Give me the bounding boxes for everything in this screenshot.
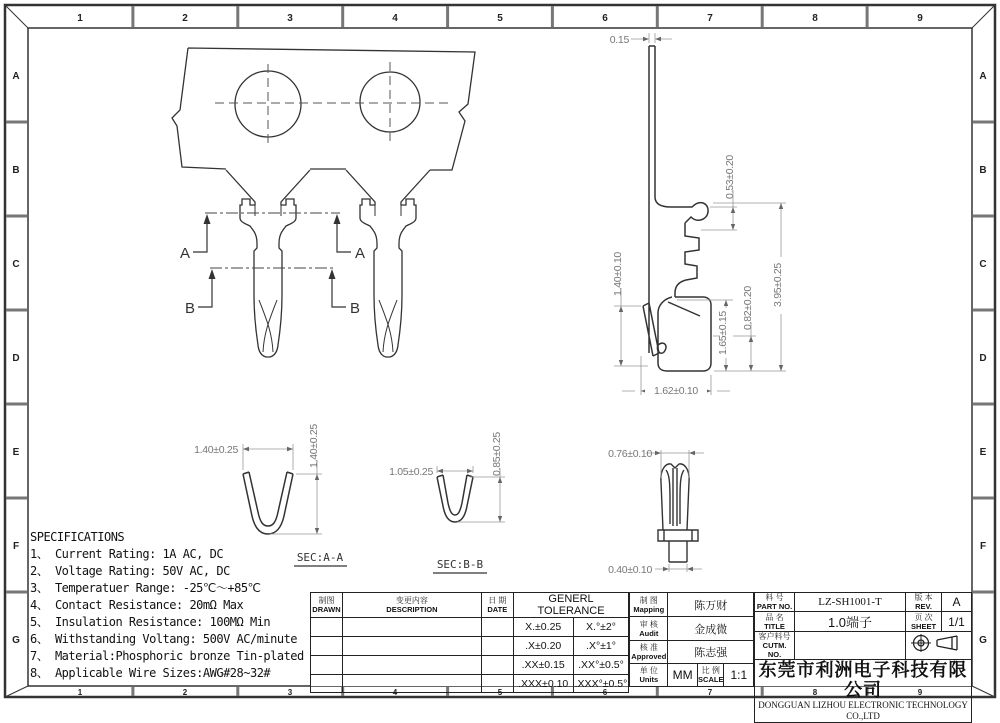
spec-item: 7、 Material:Phosphoric bronze Tin-plated <box>30 649 304 663</box>
dim-arrow <box>498 477 502 483</box>
dim-arrow <box>749 336 753 342</box>
rev-label: 版 本 REV. <box>906 593 942 612</box>
extension-lines <box>614 33 786 395</box>
sheet-label: 页 次 SHEET <box>906 612 942 632</box>
section-arrow <box>209 269 216 279</box>
tolerance-value: .XXX°±0.5° <box>573 675 629 693</box>
sec-b-width-dim: 1.05±0.25 <box>389 466 433 478</box>
tolerance-value: X.±0.25 <box>513 618 573 637</box>
spec-item: 3、 Temperatuer Range: -25℃～+85℃ <box>30 581 261 595</box>
company-name-zh: 东莞市利洲电子科技有限公司 <box>758 660 968 700</box>
ruler-right-label: G <box>979 635 987 646</box>
ruler-right-label: C <box>979 259 987 270</box>
drawn-header: 制图 DRAWN <box>311 593 343 618</box>
tolerance-value: .X±0.20 <box>513 637 573 656</box>
main-view <box>172 48 475 357</box>
terminal-detail <box>375 205 401 352</box>
sheet-value: 1/1 <box>942 612 972 632</box>
dim-hook: 0.53±0.20 <box>724 155 736 199</box>
revision-cell <box>342 675 481 693</box>
ruler-left-label: C <box>12 259 20 270</box>
front-shape <box>658 464 698 562</box>
tolerance-value: .XX°±0.5° <box>573 656 629 675</box>
dim-arrow <box>467 469 473 473</box>
ruler-bottom-label: 8 <box>812 688 818 697</box>
dim-arrow <box>779 203 783 209</box>
ruler-top-label: 1 <box>77 13 83 24</box>
dim-arrow <box>619 360 623 366</box>
side-profile <box>643 46 711 371</box>
section-b-view <box>389 432 505 573</box>
ruler-right-label: D <box>979 353 987 364</box>
sec-a-height-dim: 1.40±0.25 <box>308 424 320 468</box>
third-angle-projection-icon <box>910 634 968 652</box>
sec-a-width-dim: 1.40±0.25 <box>194 444 238 456</box>
section-b-label: B <box>184 300 195 317</box>
spec-item: 2、 Voltage Rating: 50V AC, DC <box>30 564 230 578</box>
product-label: 品 名 TITLE <box>755 612 795 632</box>
ruler-bottom-label: 2 <box>182 688 188 697</box>
revision-cell <box>481 675 513 693</box>
tolerance-value: X.°±2° <box>573 618 629 637</box>
front-top-dim: 0.76±0.10 <box>608 448 652 460</box>
ruler-bottom-label: 4 <box>392 688 398 697</box>
ruler-top-label: 3 <box>287 13 293 24</box>
dim-arrow <box>731 224 735 230</box>
dim-arrow <box>724 365 728 371</box>
carrier-strip-outline <box>172 48 475 170</box>
tolerance-value: .XX±0.15 <box>513 656 573 675</box>
part-no-label: 料 号 PART NO. <box>755 593 795 612</box>
revision-cell <box>481 618 513 637</box>
revision-cell <box>311 675 343 693</box>
revision-cell <box>342 637 481 656</box>
spec-item: 8、 Applicable Wire Sizes:AWG#28~32# <box>30 666 271 680</box>
ruler-top-label: 7 <box>707 13 713 24</box>
dim-thickness: 0.15 <box>609 34 629 46</box>
mapping-label: 制 图 Mapping <box>630 593 668 617</box>
specifications-block <box>30 529 308 682</box>
ruler-bottom-label: 3 <box>287 688 293 697</box>
tolerance-value: .X°±1° <box>573 637 629 656</box>
dim-arrow <box>315 528 319 534</box>
tolerance-value: .XXX±0.10 <box>513 675 573 693</box>
ruler-bottom-label: 1 <box>77 688 83 697</box>
section-arrow <box>329 269 336 279</box>
section-a-label: A <box>355 245 366 262</box>
dim-arrow <box>643 37 649 41</box>
audit-value: 金成微 <box>668 617 754 641</box>
ruler-top-label: 5 <box>497 13 503 24</box>
customer-no-value <box>794 632 905 660</box>
units-label: 单 位 Units <box>630 664 668 687</box>
approved-value: 陈志强 <box>668 641 754 664</box>
dim-arrow <box>724 300 728 306</box>
dim-arrow <box>315 474 319 480</box>
title-block <box>310 592 972 721</box>
ruler-right-label: B <box>979 165 987 176</box>
revision-cell <box>481 656 513 675</box>
side-view <box>610 33 787 397</box>
customer-no-label: 客户料号 CUTM. NO. <box>755 632 795 660</box>
rev-value: A <box>942 593 972 612</box>
revision-cell <box>311 656 343 675</box>
spec-item: 4、 Contact Resistance: 20mΩ Max <box>30 598 244 612</box>
dim-arrow <box>749 365 753 371</box>
spec-item: 6、 Withstanding Voltang: 500V AC/minute <box>30 632 298 646</box>
revision-cell <box>481 637 513 656</box>
ruler-top-label: 8 <box>812 13 818 24</box>
dim-total-height: 3.95±0.25 <box>772 263 784 307</box>
sec-a-label: SEC:A-A <box>296 551 344 564</box>
section-arrow <box>334 214 341 224</box>
ruler-top-label: 4 <box>392 13 398 24</box>
revision-tolerance-table <box>310 592 629 693</box>
product-value: 1.0端子 <box>794 612 905 632</box>
center-lines <box>215 62 448 146</box>
ruler-right-label: A <box>979 71 987 82</box>
ruler-bottom-label: 5 <box>497 688 503 697</box>
mapping-value: 陈万财 <box>668 593 754 617</box>
tolerance-header: GENERL TOLERANCE <box>513 593 629 618</box>
revision-cell <box>311 637 343 656</box>
sec-a-shape <box>243 472 293 534</box>
specifications-title: SPECIFICATIONS <box>30 530 125 544</box>
ruler-bottom-label: 7 <box>707 688 713 697</box>
dim-arrow <box>287 447 293 451</box>
ruler-left-label: A <box>12 71 20 82</box>
ruler-left-label: B <box>12 165 20 176</box>
ruler-top-label: 2 <box>182 13 188 24</box>
terminal-outline <box>346 170 430 357</box>
dim-lance: 1.40±0.10 <box>612 252 624 296</box>
terminal-detail <box>255 205 281 352</box>
ruler-left-label: E <box>12 447 20 458</box>
dim-arrow <box>655 451 661 455</box>
units-value: MM <box>668 664 698 687</box>
front-bottom-dim: 0.40±0.10 <box>608 564 652 576</box>
description-header: 变更内容 DESCRIPTION <box>342 593 481 618</box>
part-no-value: LZ-SH1001-T <box>794 593 905 612</box>
signature-table <box>629 592 754 687</box>
revision-cell <box>311 618 343 637</box>
part-info-table <box>754 592 972 723</box>
dim-width: 1.62±0.10 <box>654 385 698 397</box>
ruler-right-label: F <box>979 541 987 552</box>
dim-arrow <box>687 567 693 571</box>
section-arrow-leader <box>193 224 351 252</box>
dim-arrow <box>655 37 661 41</box>
ruler-bottom-label: 9 <box>917 688 923 697</box>
ruler-bottom-label: 6 <box>602 688 608 697</box>
dim-inner: 0.82±0.20 <box>742 286 754 330</box>
ruler-top-label: 9 <box>917 13 923 24</box>
scale-label: 比 例 SCALE <box>698 664 724 687</box>
dim-arrow <box>498 516 502 522</box>
revision-cell <box>342 618 481 637</box>
scale-value: 1:1 <box>724 664 754 687</box>
dim-arrow <box>689 451 695 455</box>
dim-arrow <box>663 567 669 571</box>
sec-b-shape <box>437 475 473 522</box>
dim-arrow <box>779 365 783 371</box>
approved-label: 核 准 Approved <box>630 641 668 664</box>
ruler-left-label: G <box>12 635 20 646</box>
sec-b-height-dim: 0.85±0.25 <box>491 432 503 476</box>
revision-cell <box>342 656 481 675</box>
dim-arrow <box>243 447 249 451</box>
section-b-label: B <box>350 300 361 317</box>
ruler-right-label: E <box>979 447 987 458</box>
projection-symbol-cell <box>906 632 972 660</box>
dim-arrow <box>619 306 623 312</box>
ruler-left-label: D <box>12 353 20 364</box>
dim-arrow <box>437 469 443 473</box>
section-arrow <box>204 214 211 224</box>
company-cell <box>755 660 972 723</box>
section-arrow-leader <box>198 279 346 307</box>
company-name-en: DONGGUAN LIZHOU ELECTRONIC TECHNOLOGY CO.,LTD <box>758 700 968 721</box>
ruler-left-label: F <box>12 541 20 552</box>
dim-arrow <box>731 207 735 213</box>
audit-label: 审 核 Audit <box>630 617 668 641</box>
front-view <box>608 448 704 576</box>
spec-item: 1、 Current Rating: 1A AC, DC <box>30 547 224 561</box>
section-a-label: A <box>179 245 190 262</box>
spec-item: 5、 Insulation Resistance: 100MΩ Min <box>30 615 271 629</box>
dim-barrel: 1.65±0.15 <box>717 311 729 355</box>
terminal-outline <box>226 170 310 357</box>
sec-b-label: SEC:B-B <box>436 558 484 571</box>
date-header: 日 期 DATE <box>481 593 513 618</box>
ruler-top-label: 6 <box>602 13 608 24</box>
